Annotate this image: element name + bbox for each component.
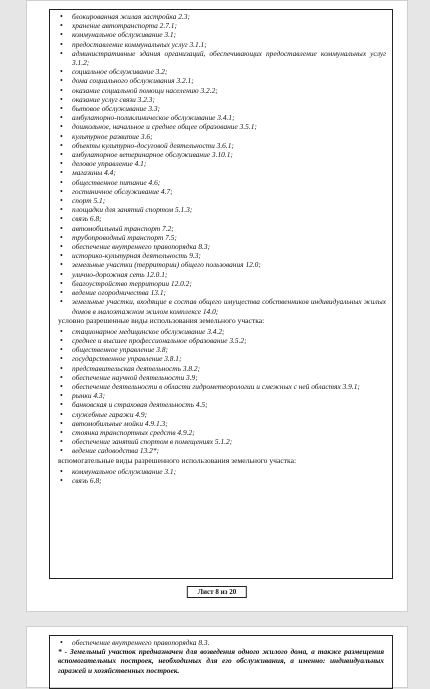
list-item: • представительская деятельность 3.8.2; [72,364,386,373]
list-item: • гостиничное обслуживание 4.7; [72,187,386,196]
list-item: • обеспечение внутреннего правопорядка 8.3. [72,638,386,647]
list-item: • магазины 4.4; [72,168,386,177]
list-item: • хранение автотранспорта 2.7.1; [72,21,386,30]
list-item: • связь 6.8; [72,476,386,485]
list-item: • историко-культурная деятельность 9.3; [72,251,386,260]
list-item: • рынки 4.3; [72,391,386,400]
list-item: • государственное управление 3.8.1; [72,354,386,363]
auxiliary-use-list [58,467,386,485]
list-item: • ведение огородничества 13.1; [72,288,386,297]
conditional-use-heading: условно разрешенные виды использования земельного участка: [58,315,265,325]
page-frame [49,635,393,689]
list-item: • культурное развитие 3.6; [72,132,386,141]
list-item: • социальное обслуживание 3.2; [72,67,386,76]
list-item: • коммунальное обслуживание 3.1; [72,30,386,39]
list-item: • трубопроводный транспорт 7.5; [72,233,386,242]
sheet-number-label: Лист 8 из 20 [187,586,247,598]
list-item: • общественное питание 4.6; [72,178,386,187]
list-item: • блокированная жилая застройка 2.3; [72,12,386,21]
list-item: • обеспечение внутреннего правопорядка 8.3; [72,242,386,251]
auxiliary-use-heading: вспомогательные виды разрешенного использования земельного участка: [58,455,297,465]
page-frame [49,9,393,579]
document-page-9 [26,626,408,688]
main-use-list [58,12,386,316]
list-item: • общественное управление 3.8; [72,345,386,354]
document-page-8 [26,0,408,612]
list-item: • земельные участки (территории) общего пользования 12.0; [72,260,386,269]
page-content [50,636,392,675]
footnote: * - Земельный участок предназначен для возведения одного жилого дома, а также размещения вспомогательных построек, необходимых для его обслуживания, а именно: индивидуальных гаражей и хозяйственных построек. [58,647,384,675]
list-item: • обеспечение деятельности в области гидрометеорологии и смежных с ней областях 3.9.1; [72,382,386,391]
list-item: • служебные гаражи 4.9; [72,410,386,419]
page-content [50,10,392,485]
page2-use-list [58,638,386,647]
list-item: • бытовое обслуживание 3.3; [72,104,386,113]
list-item: • обеспечение научной деятельности 3.9; [72,373,386,382]
list-item: • дошкольное, начальное и среднее общее образование 3.5.1; [72,122,386,131]
list-item: • земельные участки, входящие в состав общего имущества собственников индивидуальных жилых домов в малоэтажном жилом комплексе 14.0; [72,297,386,315]
list-item: • связь 6.8; [72,214,386,223]
list-item: • административные здания организаций, обеспечивающих предоставление коммунальных услуг 3.1.2; [72,49,386,67]
list-item: • автомобильный транспорт 7.2; [72,224,386,233]
list-item: • улично-дорожная сеть 12.0.1; [72,270,386,279]
list-item: • стационарное медицинское обслуживание 3.4.2; [72,327,386,336]
list-item: • ведение садоводства 13.2*; [72,446,386,455]
list-item: • дома социального обслуживания 3.2.1; [72,76,386,85]
list-item: • обеспечение занятий спортом в помещениях 5.1.2; [72,437,386,446]
list-item: • амбулаторно-поликлиническое обслуживание 3.4.1; [72,113,386,122]
list-item: • амбулаторное ветеринарное обслуживание 3.10.1; [72,150,386,159]
list-item: • стоянка транспортных средств 4.9.2; [72,428,386,437]
list-item: • автомобильные мойки 4.9.1.3; [72,419,386,428]
conditional-use-list [58,327,386,456]
list-item: • среднее и высшее профессиональное образование 3.5.2; [72,336,386,345]
list-item: • деловое управление 4.1; [72,159,386,168]
list-item: • благоустройство территории 12.0.2; [72,279,386,288]
list-item: • спорт 5.1; [72,196,386,205]
list-item: • оказание услуг связи 3.2.3; [72,95,386,104]
list-item: • площадки для занятий спортом 5.1.3; [72,205,386,214]
list-item: • предоставление коммунальных услуг 3.1.1; [72,40,386,49]
list-item: • банковская и страховая деятельность 4.5; [72,400,386,409]
list-item: • коммунальное обслуживание 3.1; [72,467,386,476]
list-item: • объекты культурно-досуговой деятельности 3.6.1; [72,141,386,150]
list-item: • оказание социальной помощи населению 3.2.2; [72,86,386,95]
